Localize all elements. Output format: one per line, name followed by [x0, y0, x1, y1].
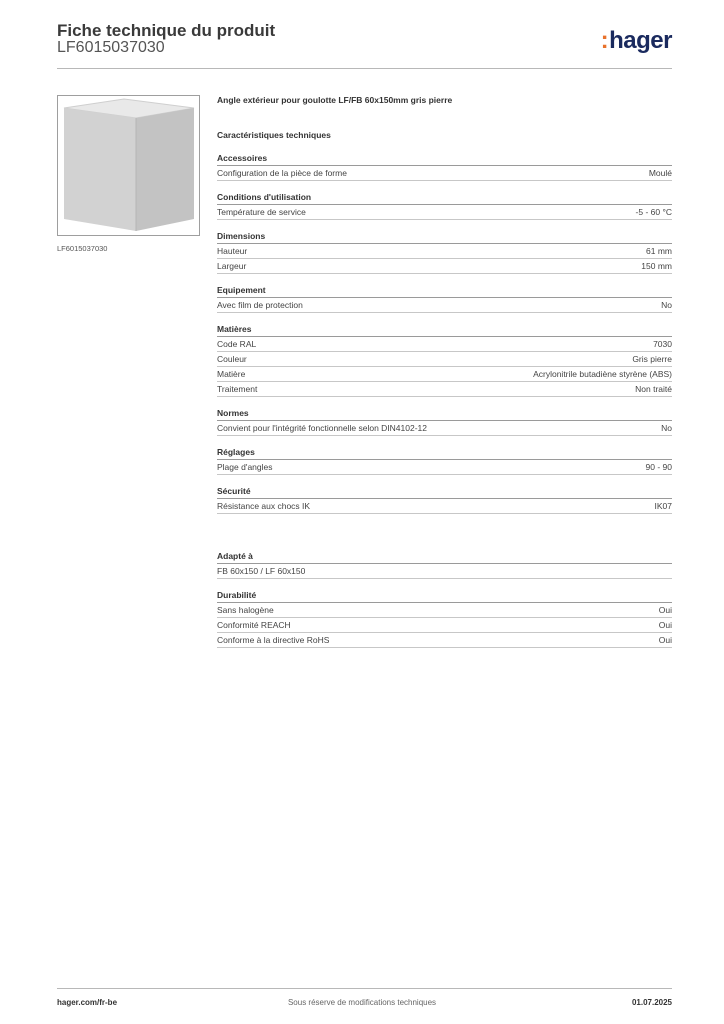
- spec-row: [217, 421, 672, 436]
- adapted-section: [217, 550, 672, 579]
- spec-row: [217, 166, 672, 181]
- spec-value: No: [661, 423, 672, 433]
- spec-label: Résistance aux chocs IK: [217, 501, 311, 511]
- spec-value: No: [661, 300, 672, 310]
- spec-label: Convient pour l'intégrité fonctionnelle selon DIN4102-12: [217, 423, 428, 433]
- spec-sections: [217, 152, 672, 514]
- section-title: Accessoires: [217, 152, 672, 166]
- section-title: Réglages: [217, 446, 672, 460]
- spec-label: Conformité REACH: [217, 620, 291, 630]
- section-title: Dimensions: [217, 230, 672, 244]
- spec-value: 90 - 90: [645, 462, 672, 472]
- spec-row: [217, 603, 672, 618]
- spec-label: Température de service: [217, 207, 306, 217]
- spec-value: IK07: [654, 501, 672, 511]
- spec-row: [217, 244, 672, 259]
- spec-value: Oui: [658, 605, 672, 615]
- spec-value: Oui: [658, 620, 672, 630]
- spec-label: Plage d'angles: [217, 462, 273, 472]
- spec-label: Couleur: [217, 354, 247, 364]
- spec-value: Moulé: [648, 168, 672, 178]
- spec-value: 61 mm: [646, 246, 672, 256]
- spec-value: Non traité: [635, 384, 672, 394]
- spec-value: 150 mm: [641, 261, 672, 271]
- spec-row: [217, 460, 672, 475]
- spec-row: [217, 298, 672, 313]
- section-title: Durabilité: [217, 589, 672, 603]
- spec-row: [217, 367, 672, 382]
- spec-row: [217, 633, 672, 648]
- product-image: [57, 95, 200, 236]
- section-title: Matières: [217, 323, 672, 337]
- image-caption: LF6015037030: [57, 244, 108, 253]
- section-title: Conditions d'utilisation: [217, 191, 672, 205]
- footer-disclaimer: Sous réserve de modifications techniques: [287, 998, 437, 1007]
- spec-label: Avec film de protection: [217, 300, 303, 310]
- spec-value: Acrylonitrile butadiène styrène (ABS): [533, 369, 672, 379]
- spec-label: FB 60x150 / LF 60x150: [217, 566, 306, 576]
- spec-label: Matière: [217, 369, 246, 379]
- spec-row: [217, 205, 672, 220]
- header-divider: [57, 68, 672, 69]
- spec-row: [217, 337, 672, 352]
- spec-row: [217, 499, 672, 514]
- page-title: Fiche technique du produit: [57, 21, 276, 40]
- section-title: Equipement: [217, 284, 672, 298]
- hager-logo: [601, 28, 672, 54]
- spec-label: Code RAL: [217, 339, 257, 349]
- section-title: Normes: [217, 407, 672, 421]
- spec-row: [217, 259, 672, 274]
- logo-text: hager: [609, 27, 672, 54]
- logo-mark: :: [600, 27, 609, 54]
- spec-row: [217, 382, 672, 397]
- footer-website-link[interactable]: hager.com/fr-be: [57, 998, 118, 1007]
- specs-heading: Caractéristiques techniques: [217, 130, 331, 140]
- section-title: Adapté à: [217, 550, 672, 564]
- spec-value: 7030: [653, 339, 672, 349]
- spec-value: Gris pierre: [632, 354, 672, 364]
- durability-section: [217, 589, 672, 648]
- product-name: Angle extérieur pour goulotte LF/FB 60x150mm gris pierre: [217, 95, 453, 105]
- spec-label: Hauteur: [217, 246, 248, 256]
- spec-label: Traitement: [217, 384, 258, 394]
- spec-value: Oui: [658, 635, 672, 645]
- spec-label: Conforme à la directive RoHS: [217, 635, 330, 645]
- footer-divider: [57, 988, 672, 989]
- spec-row: [217, 618, 672, 633]
- spec-value: -5 - 60 °C: [635, 207, 672, 217]
- spec-label: Sans halogène: [217, 605, 274, 615]
- specs-content: [217, 95, 672, 648]
- spec-label: Configuration de la pièce de forme: [217, 168, 347, 178]
- product-code: LF6015037030: [57, 39, 165, 56]
- section-title: Sécurité: [217, 485, 672, 499]
- spec-row: [217, 352, 672, 367]
- footer-date: 01.07.2025: [631, 998, 672, 1007]
- spec-label: Largeur: [217, 261, 247, 271]
- spec-row: [217, 564, 672, 579]
